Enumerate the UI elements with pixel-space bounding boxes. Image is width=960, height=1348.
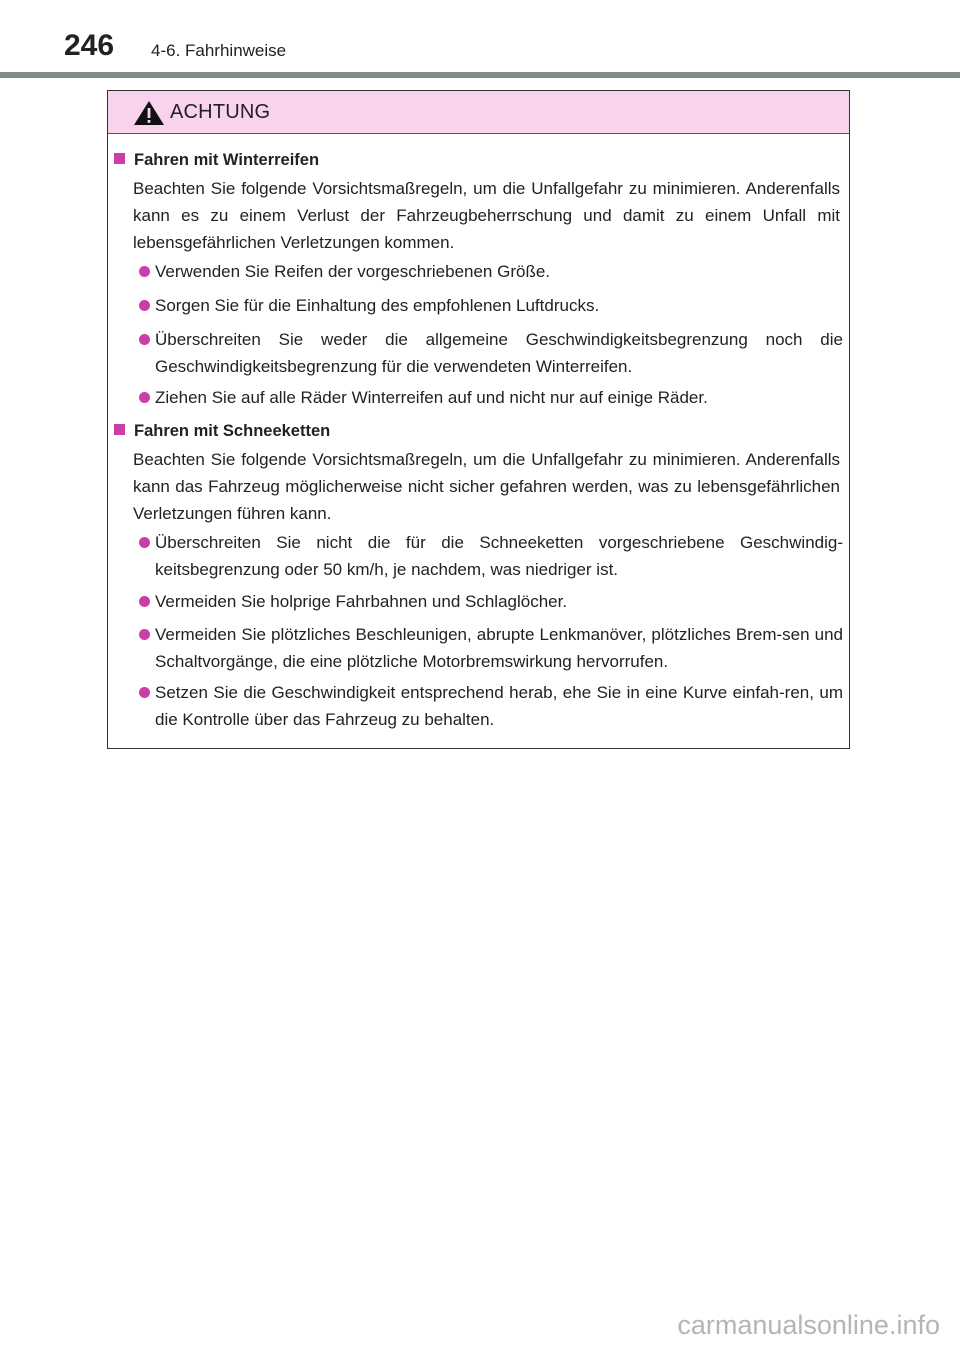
warning-title: ACHTUNG — [170, 101, 271, 123]
list-item — [133, 588, 843, 615]
list-item — [133, 529, 843, 583]
list-item-text: Setzen Sie die Geschwindigkeit entsprechend herab, ehe Sie in eine Kurve einfah-ren, um die Kontrolle über das Fahrzeug zu behalten. — [155, 683, 843, 729]
section-heading-text: Fahren mit Winterreifen — [134, 151, 320, 169]
section-intro: Beachten Sie folgende Vorsichtsmaßregeln, um die Unfallgefahr zu minimieren. Anderenfalls kann es zu einem Verlust der Fahrzeugbeherrschung und damit zu einem Unfall mit lebensgefährlichen Verletzungen kommen. — [133, 179, 840, 252]
list-item-text: Überschreiten Sie weder die allgemeine Geschwindigkeitsbegrenzung noch die Geschwindigkeitsbegrenzung für die verwendeten Winterreifen. — [155, 330, 843, 376]
section-heading-text: Fahren mit Schneeketten — [134, 422, 331, 440]
bullet-icon — [139, 687, 150, 698]
bullet-icon — [139, 334, 150, 345]
list-item — [133, 384, 843, 411]
header-divider — [0, 72, 960, 78]
list-item-text: Vermeiden Sie holprige Fahrbahnen und Schlaglöcher. — [155, 592, 568, 611]
bullet-icon — [139, 537, 150, 548]
square-bullet-icon — [114, 424, 125, 435]
warning-header — [108, 91, 849, 134]
warning-triangle-icon — [132, 99, 166, 127]
list-item-text: Überschreiten Sie nicht die für die Schneeketten vorgeschriebene Geschwindig-keitsbegrenzung oder 50 km/h, je nachdem, was niedriger ist. — [155, 533, 843, 579]
square-bullet-icon — [114, 153, 125, 164]
list-item — [133, 292, 843, 319]
section-intro: Beachten Sie folgende Vorsichtsmaßregeln, um die Unfallgefahr zu minimieren. Anderenfalls kann das Fahrzeug möglicherweise nicht sicher gefahren werden, was zu lebensgefährlichen Verletzungen führen kann. — [133, 450, 840, 523]
list-item-text: Vermeiden Sie plötzliches Beschleunigen, abrupte Lenkmanöver, plötzliches Brem-sen und Schaltvorgänge, die eine plötzliche Motorbremswirkung hervorrufen. — [155, 625, 843, 671]
list-item-text: Sorgen Sie für die Einhaltung des empfohlenen Luftdrucks. — [155, 296, 600, 315]
bullet-icon — [139, 300, 150, 311]
bullet-icon — [139, 392, 150, 403]
list-item — [133, 621, 843, 675]
bullet-icon — [139, 266, 150, 277]
watermark: carmanualsonline.info — [677, 1310, 940, 1340]
bullet-icon — [139, 629, 150, 640]
bullet-icon — [139, 596, 150, 607]
page-header — [0, 0, 960, 78]
section-heading — [114, 420, 330, 442]
section-title: 4-6. Fahrhinweise — [151, 41, 287, 60]
list-item-text: Ziehen Sie auf alle Räder Winterreifen auf und nicht nur auf einige Räder. — [155, 388, 708, 407]
list-item — [133, 258, 843, 285]
list-item — [133, 326, 843, 380]
section-heading — [114, 149, 319, 171]
page-number: 246 — [64, 29, 115, 62]
warning-box — [107, 90, 850, 749]
list-item — [133, 679, 843, 733]
list-item-text: Verwenden Sie Reifen der vorgeschriebenen Größe. — [155, 262, 551, 281]
